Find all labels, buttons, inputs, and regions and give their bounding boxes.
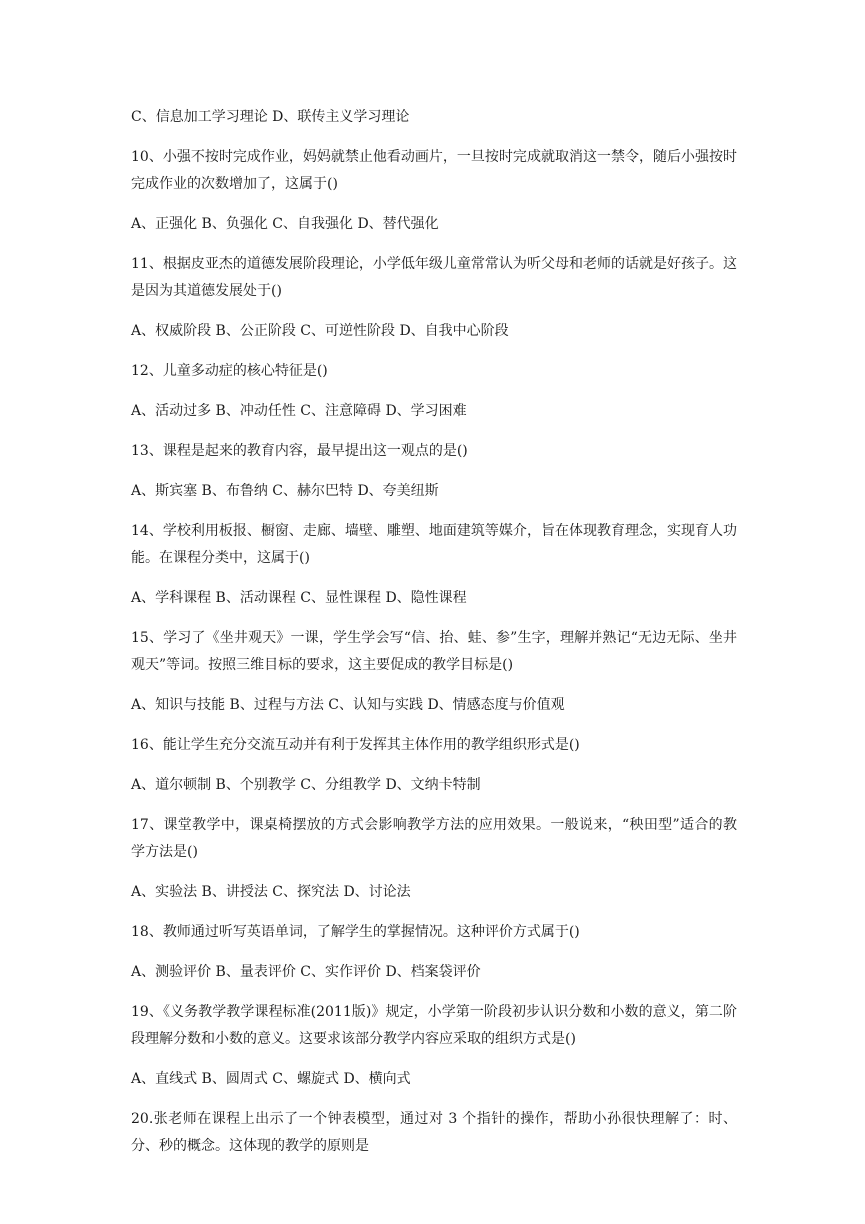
options-q10: A、正强化 B、负强化 C、自我强化 D、替代强化	[131, 216, 439, 232]
question-19: 19、《义务教学教学课程标准(2011版)》规定，小学第一阶段初步认识分数和小数的意义，第二阶段理解分数和小数的意义。这要求该部分教学内容应采取的组织方式是()	[131, 1004, 737, 1047]
question-15: 15、学习了《坐井观天》一课，学生学会写“信、抬、蛙、参”生字，理解并熟记“无边无际、坐井观天”等词。按照三维目标的要求，这主要促成的教学目标是()	[131, 630, 737, 673]
options-q11: A、权威阶段 B、公正阶段 C、可逆性阶段 D、自我中心阶段	[131, 323, 509, 339]
options-q16: A、道尔顿制 B、个别教学 C、分组教学 D、文纳卡特制	[131, 777, 481, 793]
question-14: 14、学校利用板报、橱窗、走廊、墙壁、雕塑、地面建筑等媒介，旨在体现教育理念，实现育人功能。在课程分类中，这属于()	[131, 523, 737, 566]
options-q12: A、活动过多 B、冲动任性 C、注意障碍 D、学习困难	[131, 403, 467, 419]
document-body	[131, 104, 737, 1173]
options-q18: A、测验评价 B、量表评价 C、实作评价 D、档案袋评价	[131, 964, 481, 980]
question-13: 13、课程是起来的教育内容，最早提出这一观点的是()	[131, 443, 468, 459]
question-18: 18、教师通过听写英语单词，了解学生的掌握情况。这种评价方式属于()	[131, 924, 580, 940]
question-11: 11、根据皮亚杰的道德发展阶段理论，小学低年级儿童常常认为听父母和老师的话就是好孩子。这是因为其道德发展处于()	[131, 256, 737, 299]
question-17: 17、课堂教学中，课桌椅摆放的方式会影响教学方法的应用效果。一般说来，“秧田型”适合的教学方法是()	[131, 817, 737, 860]
question-12: 12、儿童多动症的核心特征是()	[131, 363, 328, 379]
question-10: 10、小强不按时完成作业，妈妈就禁止他看动画片，一旦按时完成就取消这一禁令，随后小强按时完成作业的次数增加了，这属于()	[131, 149, 737, 192]
question-16: 16、能让学生充分交流互动并有利于发挥其主体作用的教学组织形式是()	[131, 737, 580, 753]
options-q15: A、知识与技能 B、过程与方法 C、认知与实践 D、情感态度与价值观	[131, 697, 565, 713]
options-q19: A、直线式 B、圆周式 C、螺旋式 D、横向式	[131, 1071, 411, 1087]
options-q14: A、学科课程 B、活动课程 C、显性课程 D、隐性课程	[131, 590, 467, 606]
question-20: 20.张老师在课程上出示了一个钟表模型，通过对 3 个指针的操作，帮助小孙很快理解了：时、分、秒的概念。这体现的教学的原则是	[131, 1111, 737, 1154]
options-q9: C、信息加工学习理论 D、联传主义学习理论	[131, 109, 410, 125]
options-q17: A、实验法 B、讲授法 C、探究法 D、讨论法	[131, 884, 411, 900]
options-q13: A、斯宾塞 B、布鲁纳 C、赫尔巴特 D、夸美纽斯	[131, 483, 439, 499]
